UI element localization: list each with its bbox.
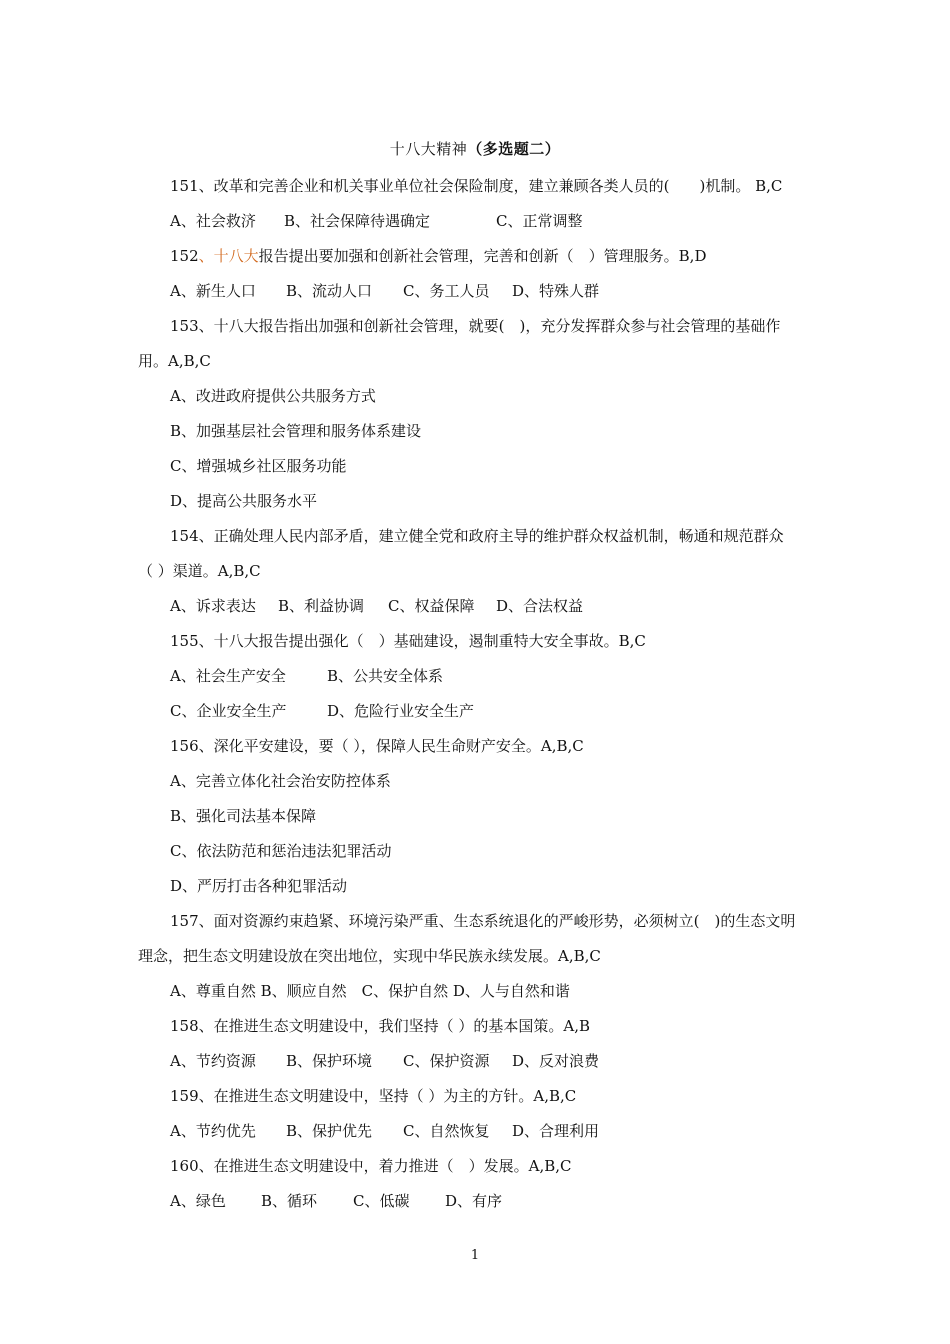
- option-159-c: C、自然恢复: [403, 1122, 490, 1140]
- title-suffix: （多选题二）: [467, 140, 561, 158]
- question-159: 159、在推进生态文明建设中，坚持（ ）为主的方针。A,B,C: [170, 1087, 577, 1105]
- options-155-row2: [170, 701, 474, 721]
- question-154-line2: （ ）渠道。A,B,C: [138, 562, 261, 580]
- option-151-c: C、正常调整: [496, 212, 583, 230]
- option-152-c: C、务工人员: [403, 282, 490, 300]
- option-158-c: C、保护资源: [403, 1052, 490, 1070]
- option-160-b: B、循环: [261, 1192, 318, 1210]
- options-154: [170, 596, 583, 616]
- options-152: [170, 281, 599, 301]
- question-152-number: 152: [170, 247, 199, 265]
- option-154-a: A、诉求表达: [170, 597, 256, 615]
- question-152: [170, 246, 706, 266]
- question-151: 151、改革和完善企业和机关事业单位社会保险制度，建立兼顾各类人员的( )机制。 B,C: [170, 177, 783, 195]
- option-153-b: B、加强基层社会管理和服务体系建设: [170, 422, 422, 440]
- option-155-b: B、公共安全体系: [327, 667, 444, 685]
- title-main: 十八大精神: [389, 140, 468, 158]
- question-152-highlight: 、十八大: [198, 247, 259, 265]
- option-154-b: B、利益协调: [278, 597, 365, 615]
- option-151-b: B、社会保障待遇确定: [284, 212, 431, 230]
- options-158: [170, 1051, 599, 1071]
- option-155-a: A、社会生产安全: [170, 667, 286, 685]
- option-152-a: A、新生人口: [170, 282, 256, 300]
- option-152-d: D、特殊人群: [512, 282, 600, 300]
- question-157-line2: 理念，把生态文明建设放在突出地位，实现中华民族永续发展。A,B,C: [138, 947, 601, 965]
- option-159-b: B、保护优先: [286, 1122, 373, 1140]
- option-159-d: D、合理利用: [512, 1122, 600, 1140]
- option-151-a: A、社会救济: [170, 212, 256, 230]
- option-156-c: C、依法防范和惩治违法犯罪活动: [170, 842, 392, 860]
- option-152-b: B、流动人口: [286, 282, 373, 300]
- question-156: 156、深化平安建设，要（ ），保障人民生命财产安全。A,B,C: [170, 737, 584, 755]
- option-159-a: A、节约优先: [170, 1122, 256, 1140]
- option-155-d: D、危险行业安全生产: [327, 702, 475, 720]
- option-160-d: D、有序: [445, 1192, 503, 1210]
- question-155: 155、十八大报告提出强化（ ）基础建设，遏制重特大安全事故。B,C: [170, 632, 646, 650]
- question-154-line1: 154、正确处理人民内部矛盾，建立健全党和政府主导的维护群众权益机制，畅通和规范群众: [170, 527, 784, 545]
- option-154-d: D、合法权益: [496, 597, 584, 615]
- document-title: [0, 138, 950, 159]
- option-155-c: C、企业安全生产: [170, 702, 287, 720]
- option-156-d: D、严厉打击各种犯罪活动: [170, 877, 348, 895]
- option-153-c: C、增强城乡社区服务功能: [170, 457, 347, 475]
- options-157: A、尊重自然 B、顺应自然 C、保护自然 D、人与自然和谐: [170, 982, 570, 1000]
- options-159: [170, 1121, 599, 1141]
- options-155-row1: [170, 666, 443, 686]
- options-160: [170, 1191, 502, 1211]
- option-160-c: C、低碳: [353, 1192, 410, 1210]
- question-157-line1: 157、面对资源约束趋紧、环境污染严重、生态系统退化的严峻形势，必须树立( )的生态文明: [170, 912, 796, 930]
- option-153-a: A、改进政府提供公共服务方式: [170, 387, 376, 405]
- question-153-line2: 用。A,B,C: [138, 352, 211, 370]
- options-151: [170, 211, 582, 231]
- question-152-text: 报告提出要加强和创新社会管理，完善和创新（ ）管理服务。B,D: [258, 247, 707, 265]
- option-156-b: B、强化司法基本保障: [170, 807, 317, 825]
- option-158-d: D、反对浪费: [512, 1052, 600, 1070]
- option-154-c: C、权益保障: [388, 597, 475, 615]
- option-160-a: A、绿色: [170, 1192, 226, 1210]
- option-158-a: A、节约资源: [170, 1052, 256, 1070]
- option-158-b: B、保护环境: [286, 1052, 373, 1070]
- page-number: 1: [470, 1248, 480, 1263]
- question-158: 158、在推进生态文明建设中，我们坚持（ ）的基本国策。A,B: [170, 1017, 591, 1035]
- question-153-line1: 153、十八大报告指出加强和创新社会管理，就要( )，充分发挥群众参与社会管理的基础作: [170, 317, 781, 335]
- option-153-d: D、提高公共服务水平: [170, 492, 318, 510]
- question-160: 160、在推进生态文明建设中，着力推进（ ）发展。A,B,C: [170, 1157, 572, 1175]
- option-156-a: A、完善立体化社会治安防控体系: [170, 772, 391, 790]
